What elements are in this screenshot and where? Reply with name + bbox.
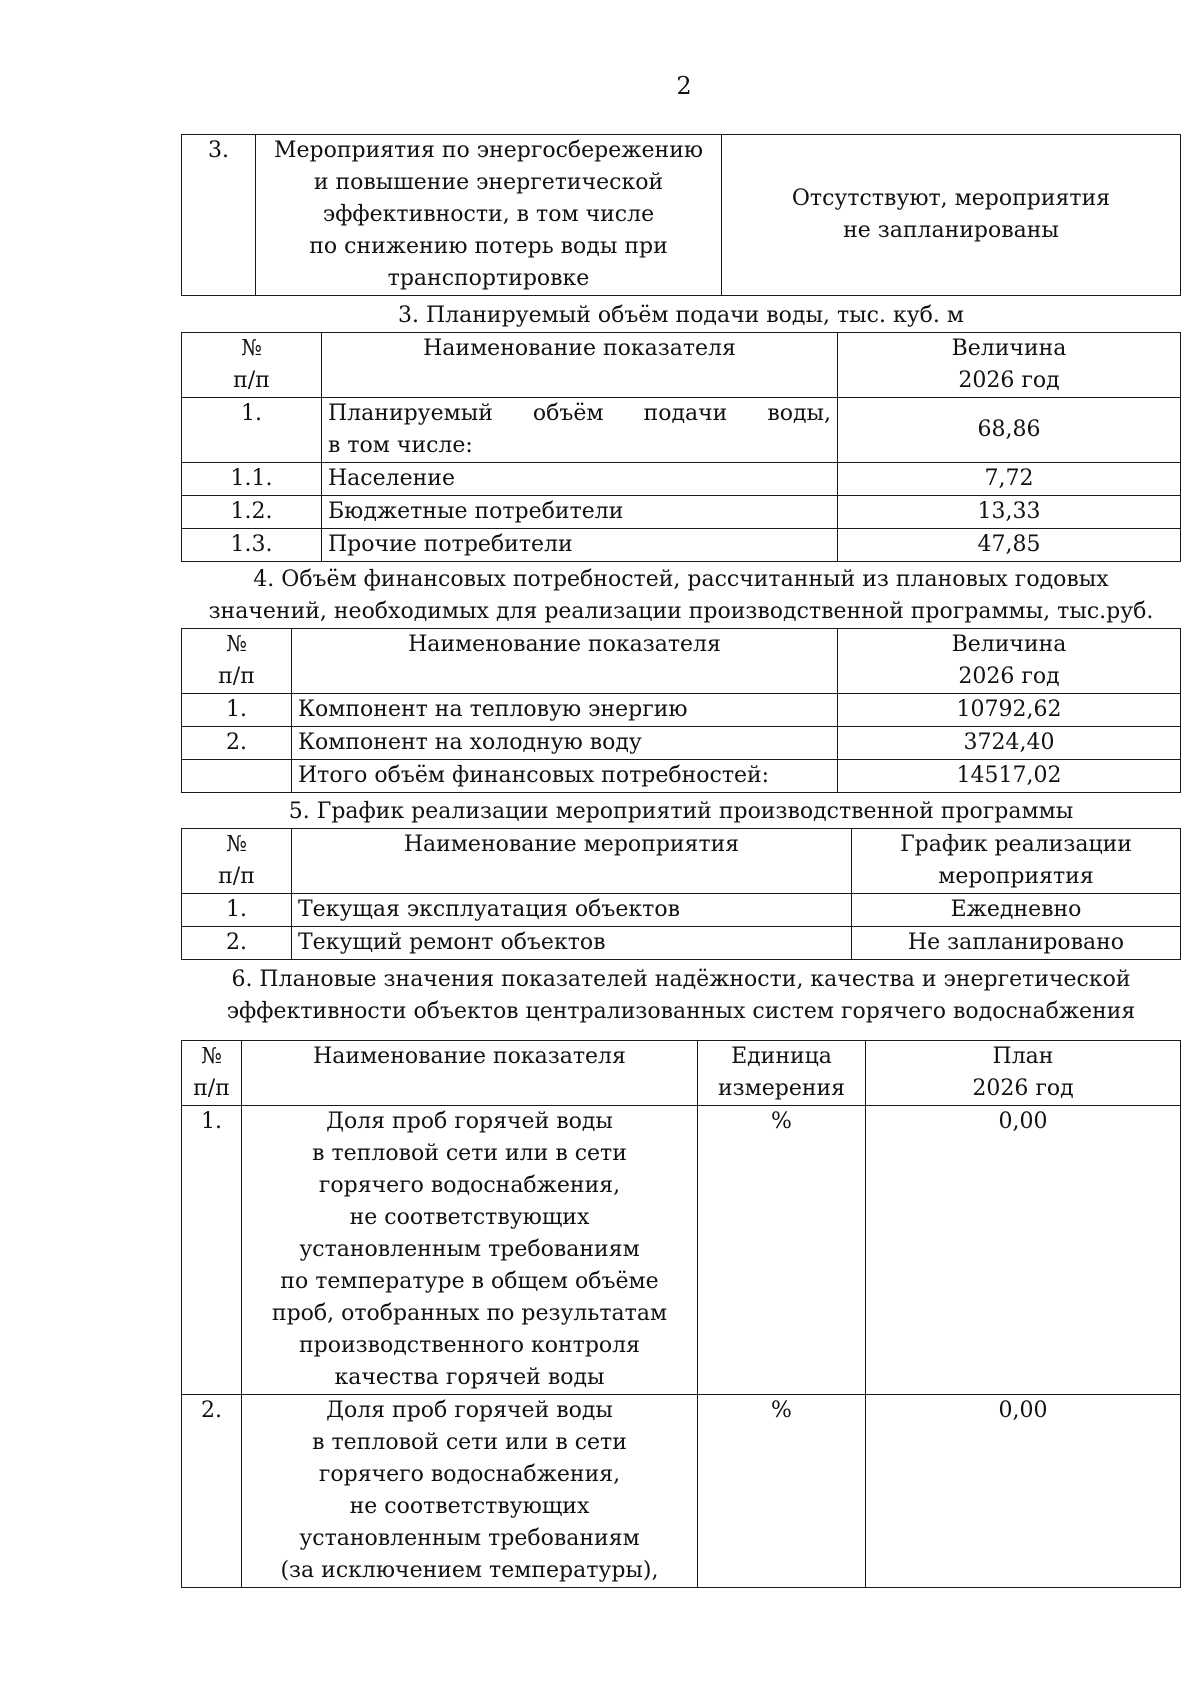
measure-status: Отсутствуют, мероприятия не запланированы [722,135,1181,296]
header-name: Наименование показателя [322,333,838,398]
table-total-row [182,760,1181,793]
row-number: 1.1. [182,463,322,496]
header-name: Наименование мероприятия [292,829,852,894]
table-header-row [182,333,1181,398]
section-3-block [181,300,1181,562]
row-number: 1. [182,1106,242,1395]
table-row [182,1395,1181,1588]
row-number: 1.3. [182,529,322,562]
header-name: Наименование показателя [292,629,838,694]
table-header-row [182,629,1181,694]
table-row [182,496,1181,529]
financial-needs-table [181,628,1181,793]
table-header-row [182,1041,1181,1106]
page-number: 2 [676,72,692,100]
row-value: 10792,62 [838,694,1181,727]
row-number: 3. [182,135,256,296]
row-number: 2. [182,1395,242,1588]
row-name: Планируемый объём подачи воды, в том числе: [322,398,838,463]
section-4-block [181,564,1181,793]
row-plan: 0,00 [866,1106,1181,1395]
row-schedule: Ежедневно [852,894,1181,927]
row-name: Текущая эксплуатация объектов [292,894,852,927]
table-row [182,894,1181,927]
row-name: Бюджетные потребители [322,496,838,529]
measures-table [181,134,1181,296]
row-number: 1. [182,894,292,927]
row-value: 68,86 [838,398,1181,463]
row-name: Доля проб горячей воды в тепловой сети или в сети горячего водоснабжения, не соответствующих установленным требованиям (за исключением температуры), [242,1395,698,1588]
row-number: 2. [182,727,292,760]
section-6-block [181,964,1181,1588]
row-name: Компонент на тепловую энергию [292,694,838,727]
row-value: 14517,02 [838,760,1181,793]
table-row [182,398,1181,463]
section-5-block [181,796,1181,960]
water-supply-table [181,332,1181,562]
row-name: Текущий ремонт объектов [292,927,852,960]
header-name: Наименование показателя [242,1041,698,1106]
row-number [182,760,292,793]
header-number: № п/п [182,629,292,694]
row-value: 7,72 [838,463,1181,496]
header-value: Величина 2026 год [838,333,1181,398]
table-row [182,135,1181,296]
row-value: 47,85 [838,529,1181,562]
header-schedule: График реализации мероприятия [852,829,1181,894]
table-row [182,529,1181,562]
header-number: № п/п [182,333,322,398]
section-3-title: 3. Планируемый объём подачи воды, тыс. куб. м [398,303,964,328]
row-number: 2. [182,927,292,960]
section-4-title-line-1: 4. Объём финансовых потребностей, рассчитанный из плановых годовых [253,567,1109,592]
row-value: 3724,40 [838,727,1181,760]
table-row [182,463,1181,496]
row-name: Население [322,463,838,496]
header-value: Величина 2026 год [838,629,1181,694]
table-header-row [182,829,1181,894]
header-plan: План 2026 год [866,1041,1181,1106]
row-plan: 0,00 [866,1395,1181,1588]
row-name: Итого объём финансовых потребностей: [292,760,838,793]
row-number: 1.2. [182,496,322,529]
row-name: Доля проб горячей воды в тепловой сети или в сети горячего водоснабжения, не соответствующих установленным требованиям по температуре в общем объёме проб, отобранных по результатам производственного контроля качества горячей воды [242,1106,698,1395]
row-unit: % [698,1395,866,1588]
table-row [182,927,1181,960]
row-value: 13,33 [838,496,1181,529]
table-row [182,727,1181,760]
section-4-title-line-2: значений, необходимых для реализации производственной программы, тыс.руб. [208,599,1154,624]
section-6-title-line-2: эффективности объектов централизованных систем горячего водоснабжения [226,999,1136,1024]
measures-table-block [181,134,1181,296]
header-unit: Единица измерения [698,1041,866,1106]
table-row [182,1106,1181,1395]
measure-name: Мероприятия по энергосбережению и повышение энергетической эффективности, в том числе по снижению потерь воды при транспортировке [256,135,722,296]
row-number: 1. [182,694,292,727]
row-name: Компонент на холодную воду [292,727,838,760]
header-number: № п/п [182,1041,242,1106]
schedule-table [181,828,1181,960]
indicators-table [181,1040,1181,1588]
row-unit: % [698,1106,866,1395]
section-6-title-line-1: 6. Плановые значения показателей надёжности, качества и энергетической [231,967,1131,992]
table-row [182,694,1181,727]
section-5-title: 5. График реализации мероприятий производственной программы [288,799,1074,824]
row-number: 1. [182,398,322,463]
row-schedule: Не запланировано [852,927,1181,960]
row-name: Прочие потребители [322,529,838,562]
header-number: № п/п [182,829,292,894]
